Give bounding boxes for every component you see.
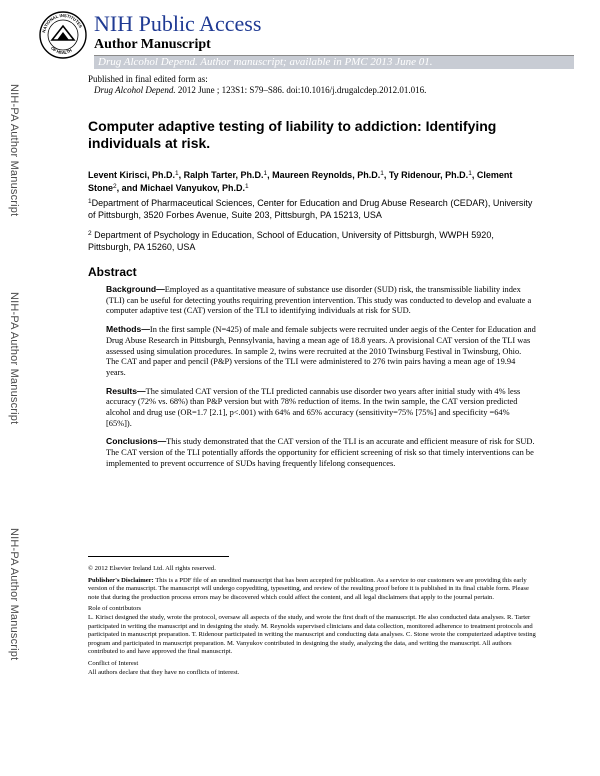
publisher-disclaimer: Publisher's Disclaimer: This is a PDF file of an unedited manuscript that has been accepted for publication. As a service to our customers we are providing this early version of the manuscript. The manuscript will undergo copyediting, typesetting, and review of the resulting proof before it is published in its final citable form. Please note that during the production process errors may be discovered which could affect the content, and all legal disclaimers that apply to the journal pertain.	[88, 576, 529, 601]
abstract-methods: Methods—In the first sample (N=425) of male and female subjects were recruited under aegis of the Center for Education and Drug Abuse Research in Pittsburgh, Pennsylvania, having a mean age of 18.8 years. A provisional CAT version of the TLI was assessed using simulation procedures. In sample 2, twins were recruited at the 2010 Twinsburg Festival in Twinsburg, Ohio. The CAT and paper and pencil (P&P) versions of the TLI were administered to 276 twin pairs having a mean age of 19.94 years.	[106, 324, 536, 377]
availability-line: Drug Alcohol Depend. Author manuscript; available in PMC 2013 June 01.	[98, 56, 433, 68]
contributors-text: L. Kirisci designed the study, wrote the protocol, oversaw all aspects of the study, and wrote the first draft of the manuscript. He also conducted data analyses. R. Tarter participated in writing the manuscript and in designing the study. M. Reynolds supervised clinicians and data collection, monitored adherence to treatment protocols and participated in manuscript preparation. T. Ridenour participated in writing the manuscript and conducting data analyses. C. Stone wrote the computerized adaptive testing program and participated in manuscript preparation. M. Vanyukov contributed in designing the study, analyzing the data, and writing the manuscript. All authors contributed to and have approved the final manuscript.	[88, 613, 536, 656]
copyright-notice: © 2012 Elsevier Ireland Ltd. All rights reserved.	[88, 565, 216, 572]
article-front-matter	[88, 118, 538, 279]
abstract-results: Results—The simulated CAT version of the TLI predicted cannabis use disorder two years after initial study with 4% less accuracy (72% vs. 68%) than P&P version but with 78% reduction of items. In the twin sample, the CAT version predicted alcohol and drug use (OR=1.7 [2.1], p<.001) with 64% and 65% accuracy (sensitivity=75% [75%] and specificity =64% [65%]).	[106, 385, 521, 428]
nih-header	[38, 10, 578, 76]
nih-seal-logo	[38, 10, 88, 60]
svg-text:NATIONAL INSTITUTES: NATIONAL INSTITUTES	[41, 12, 84, 34]
conflict-heading: Conflict of Interest	[88, 659, 139, 667]
affiliation-1: $^1$Department of Pharmaceutical Sciences, Center for Education and Drug Abuse Research (CEDAR), University of Pittsburgh, 3520 Forbes Avenue, Suite 203, Pittsburgh, PA 15213, USA	[88, 198, 533, 220]
nih-public-access-title: NIH Public Access	[94, 11, 262, 36]
abstract-heading: Abstract	[88, 265, 137, 279]
abstract-body	[106, 284, 536, 477]
citation-journal: Drug Alcohol Depend.	[94, 85, 176, 95]
side-label-middle: NIH-PA Author Manuscript	[8, 292, 20, 425]
abstract-conclusions: Conclusions—This study demonstrated that the CAT version of the TLI is an accurate and efficient measure of risk for SUD. The CAT version of the TLI potentially affords the opportunity for efficient screening of risk so that timely interventions can be implemented to prevent occurrence of SUDs having frequently lifelong consequences.	[106, 436, 535, 468]
affiliation-2: $^2$ Department of Psychology in Education, School of Education, University of Pittsburgh, WWPH 5920, Pittsburgh, PA 15260, USA	[88, 230, 494, 252]
author-manuscript-label: Author Manuscript	[94, 37, 211, 52]
side-label-bottom: NIH-PA Author Manuscript	[8, 528, 20, 661]
side-label-top: NIH-PA Author Manuscript	[8, 84, 20, 217]
conflict-text: All authors declare that they have no conflicts of interest.	[88, 668, 240, 676]
contributors-heading: Role of contributors	[88, 605, 142, 613]
svg-text:OF HEALTH: OF HEALTH	[49, 45, 73, 56]
abstract-background: Background—Employed as a quantitative measure of substance use disorder (SUD) risk, the transmissible liability index (TLI) can be useful for detecting youths requiring prevention intervention. This study was conducted to develop and evaluate a computer adaptive test (CAT) version of the TLI to identifying individuals at risk for SUD.	[106, 284, 532, 316]
publication-info: Published in final edited form as: Drug Alcohol Depend. 2012 June ; 123S1: S79–S86. doi:10.1016/j.drugalcdep.2012.01.016.	[88, 74, 427, 95]
article-title: Computer adaptive testing of liability to addiction: Identifying individuals at risk.	[88, 118, 497, 151]
author-list: Levent Kirisci, Ph.D.$^1$, Ralph Tarter, Ph.D.$^1$, Maureen Reynolds, Ph.D.$^1$, Ty Ridenour, Ph.D.$^1$, Clement Stone$^2$, and Michael Vanyukov, Ph.D.$^1$	[88, 170, 513, 193]
footnote-divider	[88, 556, 229, 557]
footnotes	[88, 565, 538, 677]
citation-details: 2012 June ; 123S1: S79–S86. doi:10.1016/j.drugalcdep.2012.01.016.	[175, 85, 427, 95]
